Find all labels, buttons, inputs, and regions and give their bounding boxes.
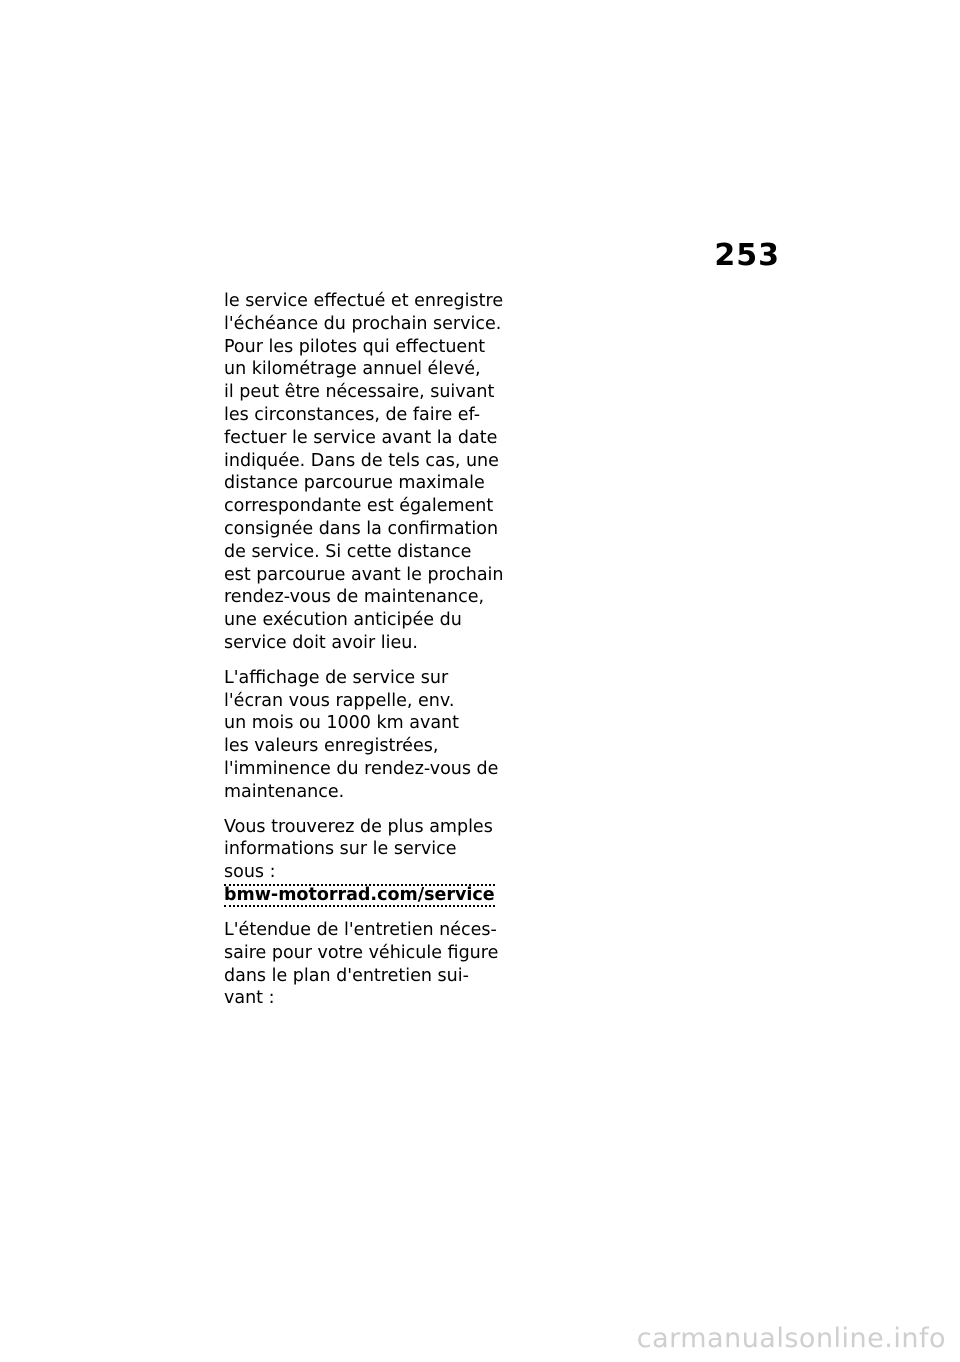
text-line: de service. Si cette distance [224,541,472,562]
text-line: est parcourue avant le prochain [224,564,504,585]
text-line: sous : [224,862,276,883]
text-line: un kilométrage annuel élevé, [224,359,481,380]
paragraph-service-schedule [224,290,504,655]
text-line: le service effectué et enregistre [224,291,504,311]
text-line: L'étendue de l'entretien néces- [224,919,497,940]
paragraph-service-display [224,667,499,804]
text-line: l'imminence du rendez-vous de [224,758,499,779]
text-line: Pour les pilotes qui effectuent [224,336,486,357]
text-line: service doit avoir lieu. [224,632,418,653]
link-line [224,884,494,907]
text-line: indiquée. Dans de tels cas, une [224,450,499,471]
text-line: fectuer le service avant la date [224,427,498,448]
text-line: les valeurs enregistrées, [224,736,439,757]
text-line: un mois ou 1000 km avant [224,713,460,734]
text-line: dans le plan d'entretien sui- [224,965,469,986]
text-line: vant : [224,988,275,1009]
text-line: l'écran vous rappelle, env. [224,690,455,711]
watermark: carmanualsonline.info [636,1323,946,1354]
text-line: correspondante est également [224,496,494,517]
text-column [224,290,504,1022]
text-line: rendez-vous de maintenance, [224,587,485,608]
paragraph-more-info [224,816,494,907]
text-line: informations sur le service [224,839,457,860]
text-line: maintenance. [224,781,345,802]
paragraph-maintenance-scope [224,919,499,1010]
text-line: les circonstances, de faire ef- [224,404,481,425]
text-line: consignée dans la confirmation [224,518,499,539]
page-number: 253 [714,238,780,273]
service-website-link[interactable]: bmw-motorrad.com/service [224,884,495,905]
text-line: L'affichage de service sur [224,667,449,688]
text-line: une exécution anticipée du [224,610,462,631]
text-line: il peut être nécessaire, suivant [224,382,495,403]
text-line: saire pour votre véhicule figure [224,942,499,963]
text-line: Vous trouverez de plus amples [224,816,493,837]
text-line: l'échéance du prochain service. [224,313,502,334]
text-line: distance parcourue maximale [224,473,485,494]
